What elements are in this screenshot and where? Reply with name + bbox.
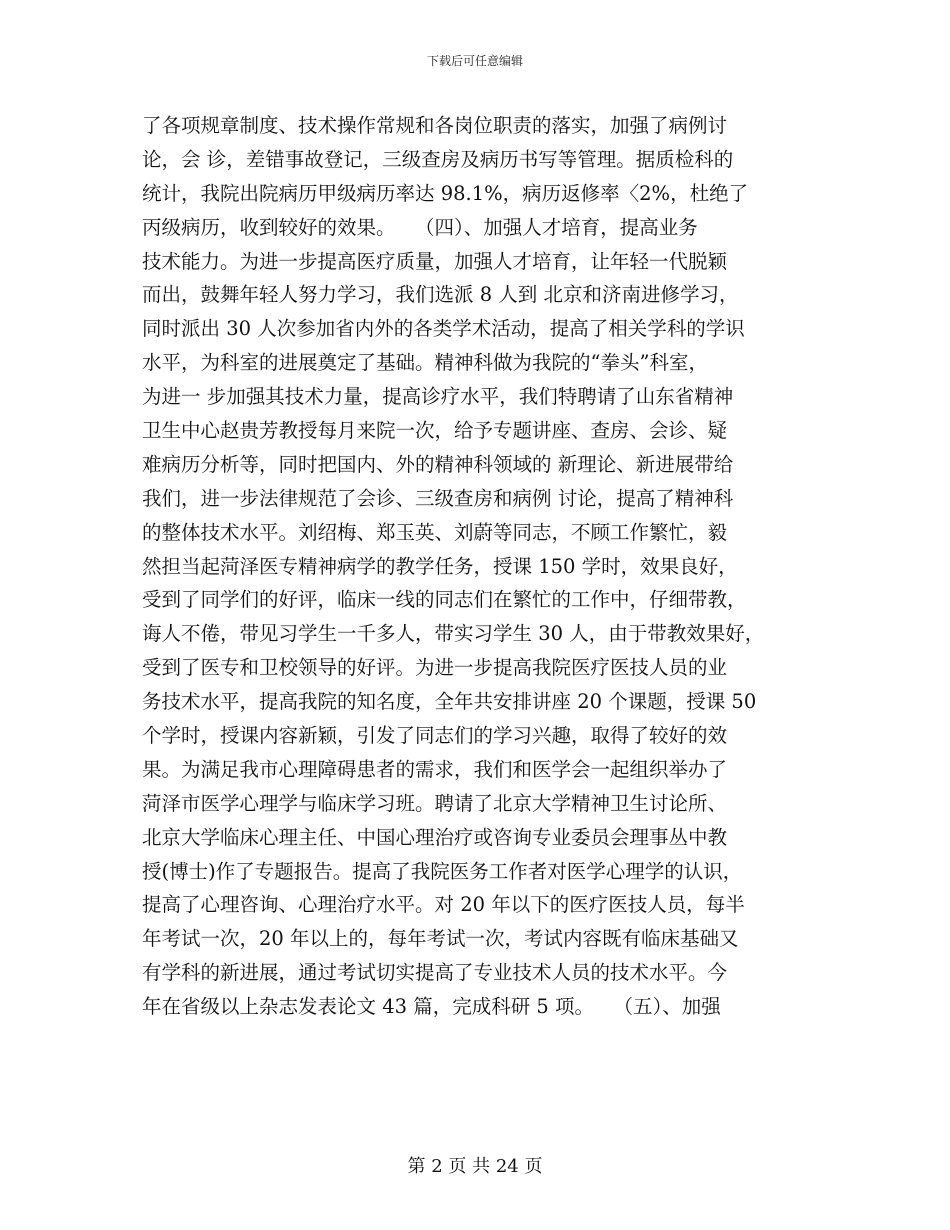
page-number: 第 2 页 共 24 页 (407, 1156, 543, 1177)
text-line: 菏泽市医学心理学与临床学习班。聘请了北京大学精神卫生讨论所、 (142, 791, 728, 815)
text-line: 的整体技术水平。刘绍梅、郑玉英、刘蔚等同志，不顾工作繁忙，毅 (142, 520, 728, 544)
text-line: 受到了医专和卫校领导的好评。为进一步提高我院医疗医技人员的业 (142, 656, 728, 680)
text-line: 年考试一次，20 年以上的，每年考试一次，考试内容既有临床基础又 (142, 927, 739, 951)
text-line: 而出，鼓舞年轻人努力学习，我们选派 8 人到 北京和济南进修学习， (142, 283, 739, 307)
text-line: 务技术水平，提高我院的知名度，全年共安排讲座 20 个课题，授课 50 (142, 690, 757, 714)
text-line: 为进一 步加强其技术力量，提高诊疗水平，我们特聘请了山东省精神 (142, 385, 734, 409)
header-note: 下载后可任意编辑 (426, 54, 523, 68)
text-line: 提高了心理咨询、心理治疗水平。对 20 年以下的医疗医技人员，每半 (142, 893, 745, 917)
text-line: 然担当起菏泽医专精神病学的教学任务，授课 150 学时，效果良好， (142, 554, 738, 578)
text-line: 水平，为科室的进展奠定了基础。精神科做为我院的“拳头”科室， (142, 351, 708, 375)
text-line: 个学时，授课内容新颖，引发了同志们的学习兴趣，取得了较好的效 (142, 724, 728, 748)
text-line: 果。为满足我市心理障碍患者的需求，我们和医学会一起组织举办了 (142, 757, 728, 781)
text-line: 技术能力。为进一步提高医疗质量，加强人才培育，让年轻一代脱颖 (142, 249, 728, 273)
text-line: 丙级病历，收到较好的效果。 （四）、加强人才培育，提高业务 (142, 215, 698, 239)
text-line: 我们，进一步法律规范了会诊、三级查房和病例 讨论，提高了精神科 (142, 486, 734, 510)
text-line: 受到了同学们的好评，临床一线的同志们在繁忙的工作中，仔细带教， (142, 588, 747, 612)
text-line: 了各项规章制度、技术操作常规和各岗位职责的落实，加强了病例讨 (142, 114, 728, 137)
body-text (142, 109, 822, 1024)
text-line: 卫生中心赵贵芳教授每月来院一次，给予专题讲座、查房、会诊、疑 (142, 419, 728, 443)
text-line: 北京大学临床心理主任、中国心理治疗或咨询专业委员会理事丛中教 (142, 825, 728, 849)
text-line: 同时派出 30 人次参加省内外的各类学术活动，提高了相关学科的学识 (142, 317, 745, 341)
text-line: 有学科的新进展，通过考试切实提高了专业技术人员的技术水平。今 (142, 961, 728, 985)
text-line: 年在省级以上杂志发表论文 43 篇，完成科研 5 项。 （五）、加强 (142, 995, 721, 1019)
text-line: 授(博士)作了专题报告。提高了我院医务工作者对医学心理学的认识， (142, 859, 743, 883)
text-line: 诲人不倦，带见习学生一千多人，带实习学生 30 人，由于带教效果好， (142, 622, 765, 646)
text-line: 论，会 诊，差错事故登记，三级查房及病历书写等管理。据质检科的 (142, 147, 734, 171)
text-line: 难病历分析等，同时把国内、外的精神科领域的 新理论、新进展带给 (142, 452, 734, 476)
text-line: 统计，我院出院病历甲级病历率达 98.1%，病历返修率〈2%，杜绝了 (142, 181, 749, 205)
